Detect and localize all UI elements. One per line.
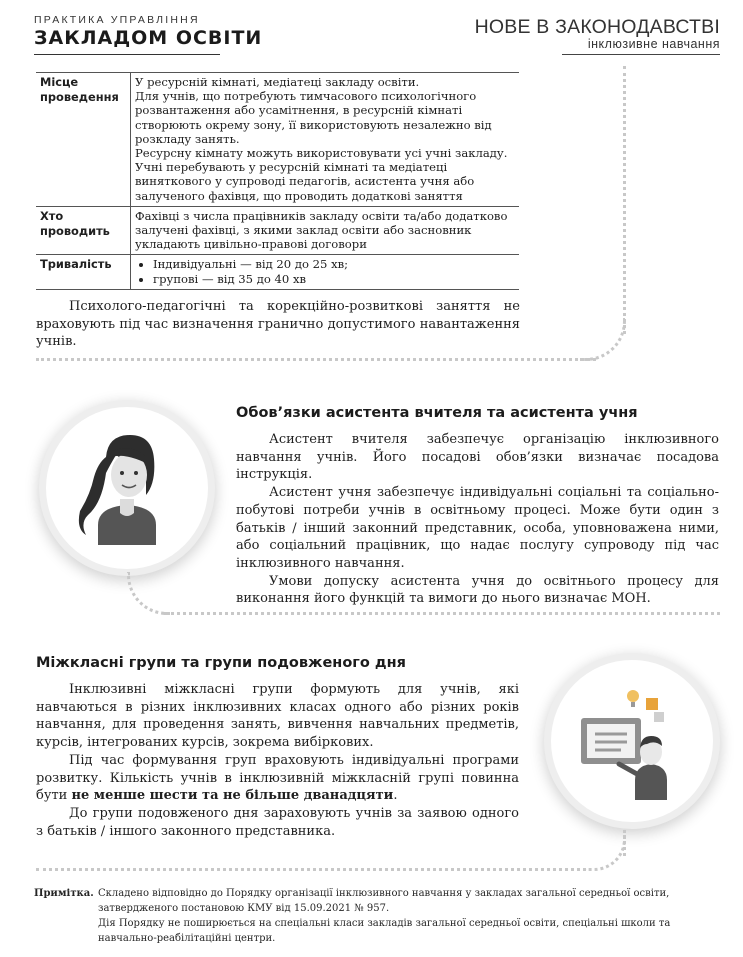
table-row-label: Тривалість <box>36 255 131 289</box>
header-section: НОВЕ В ЗАКОНОДАВСТВІ <box>474 16 720 38</box>
schedule-table <box>36 72 519 290</box>
footnote-line: Дія Порядку не поширюється на спеціальні класи закладів загальної середньої освіти, спеціальні школи та навчально-реабілітаційні центри. <box>98 918 671 944</box>
frame-dotted-border <box>36 358 596 361</box>
section1-paragraph: Умови допуску асистента учня до освітнього процесу для виконання його функцій та вимоги до нього визначає МОН. <box>236 573 719 607</box>
table-row-content <box>131 206 520 255</box>
table-row-label: Місце проведення <box>36 73 131 207</box>
teacher-with-board-icon <box>551 660 713 822</box>
header-title: ЗАКЛАДОМ ОСВІТИ <box>34 27 263 49</box>
section2-emphasis: не менше шести та не більше дванадцяти <box>71 788 394 804</box>
section2-paragraph: Інклюзивні міжкласні групи формують для учнів, які навчаються в різних інклюзивних класах одного або різних років навчання, для проведення занять, вивчення навчальних предметів, курсів, інтегрованих курсів, зокрема вибіркових. <box>36 682 519 751</box>
table-paragraph: Фахівці з числа працівників закладу освіти та/або додатково залучені фахівці, з якими заклад освіти або засновник укладають цивільно-правові договори <box>135 208 508 252</box>
footnote-line: Складено відповідно до Порядку організації інклюзивного навчання у закладах загальної середньої освіти, затвердженого постановою КМУ від 15.09.2021 № 957. <box>98 888 670 914</box>
section1-title: Обов’язки асистента вчителя та асистента учня <box>236 405 638 421</box>
table-row-content <box>131 255 520 289</box>
header-divider-left <box>34 54 220 55</box>
frame-dotted-border <box>623 66 626 334</box>
section2-paragraph: До групи подовженого дня зараховують учнів за заявою одного з батьків / іншого законного представника. <box>36 805 519 839</box>
section1-paragraph: Асистент учня забезпечує індивідуальні соціальні та соціально-побутові потреби учнів в освітньому процесі. Може бути один з батьків / інший законний представник, особа, уповноважена ними, або соціальний працівник, що надає послугу супроводу під час інклюзивного навчання. <box>236 485 719 571</box>
header-divider-right <box>562 54 720 55</box>
footnote <box>34 886 724 944</box>
after-table-paragraph: Психолого-педагогічні та корекційно-розвиткові заняття не враховують під час визначення гранично допустимого навантаження учнів. <box>36 299 520 349</box>
section2-paragraph <box>36 752 519 805</box>
section2-body <box>36 681 519 840</box>
table-row <box>36 255 519 289</box>
frame-dotted-corner <box>580 318 626 361</box>
table-paragraph: Для учнів, що потребують тимчасового психологічного розвантаження або усамітнення, в ресурсній кімнаті створюють окрему зону, її використовують незалежно від розкладу занять. <box>135 89 492 146</box>
section2-title: Міжкласні групи та групи подовженого дня <box>36 655 406 671</box>
frame-dotted-corner <box>127 572 170 615</box>
frame-dotted-border <box>36 868 586 871</box>
table-row-label: Хто проводить <box>36 206 131 255</box>
table-paragraph: Учні перебувають у ресурсній кімнаті та медіатеці виняткового у супроводі педагогів, асистента учня або залученого фахівця, що проводить додаткові заняття <box>135 160 475 203</box>
section2-text: Під час формування груп враховують індивідуальні програми розвитку. Кількість учнів в інклюзивній міжкласній групі повинна бути <box>36 752 519 804</box>
woman-avatar-icon <box>46 407 208 569</box>
header-kicker: ПРАКТИКА УПРАВЛІННЯ <box>34 14 200 26</box>
duration-list <box>135 257 515 285</box>
footnote-label: Примітка. <box>34 888 94 899</box>
list-item: • групові — від 35 до 40 хв <box>153 272 515 286</box>
table-row <box>36 73 519 207</box>
frame-dotted-border <box>164 612 720 615</box>
header-subsection: інклюзивне навчання <box>587 37 720 51</box>
list-item: • Індивідуальні — від 20 до 25 хв; <box>153 257 515 271</box>
frame-dotted-corner <box>583 836 626 871</box>
section1-paragraph: Асистент вчителя забезпечує організацію інклюзивного навчання учнів. Його посадові обов’язки визначає посадова інструкція. <box>236 432 719 483</box>
teacher-circle <box>551 660 713 822</box>
table-row-content <box>131 73 520 207</box>
section1-body <box>236 431 719 608</box>
table-paragraph: Ресурсну кімнату можуть використовувати усі учні закладу. <box>135 146 508 161</box>
section2-text: . <box>393 788 398 804</box>
table-paragraph: У ресурсній кімнаті, медіатеці закладу освіти. <box>135 75 420 89</box>
footnote-text <box>98 886 726 946</box>
table-row <box>36 206 519 255</box>
woman-avatar-circle <box>46 407 208 569</box>
